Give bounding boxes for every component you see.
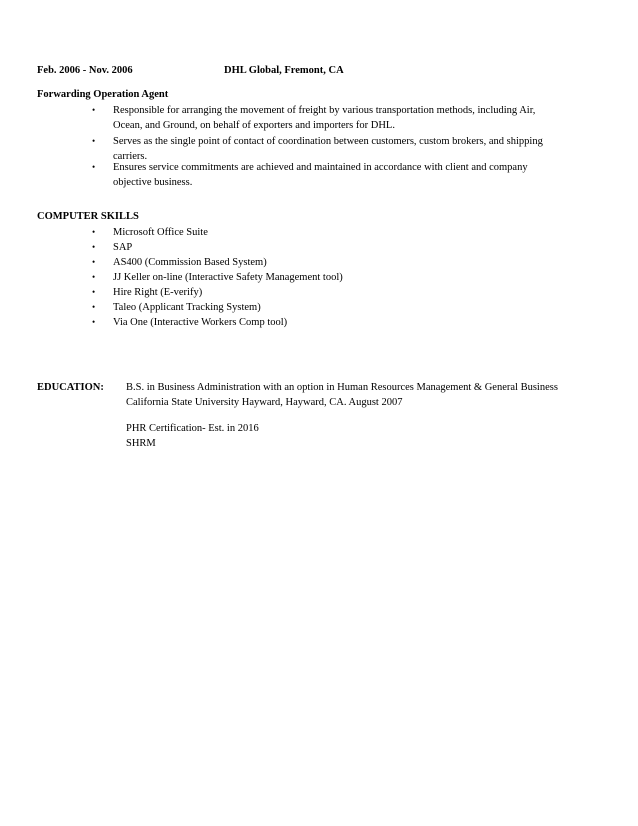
education-membership: SHRM [126,438,156,449]
job-employer: DHL Global, Fremont, CA [224,65,344,76]
skill-item: JJ Keller on-line (Interactive Safety Management tool) [113,272,343,283]
skill-item: AS400 (Commission Based System) [113,257,267,268]
skill-item: Hire Right (E-verify) [113,287,203,298]
education-heading: EDUCATION: [37,382,104,393]
skill-item: Via One (Interactive Workers Comp tool) [113,317,288,328]
skills-heading: COMPUTER SKILLS [37,211,139,222]
skill-item: SAP [113,242,133,253]
duty-3-line-1: Ensures service commitments are achieved and maintained in accordance with client and company [113,162,528,173]
bullet-icon: • [92,257,96,267]
job-dates: Feb. 2006 - Nov. 2006 [37,65,133,76]
bullet-icon: • [92,272,96,282]
bullet-icon: • [92,136,96,146]
bullet-icon: • [92,242,96,252]
bullet-icon: • [92,287,96,297]
bullet-icon: • [92,162,96,172]
job-title: Forwarding Operation Agent [37,89,169,100]
duty-3-line-2: objective business. [113,177,193,188]
duty-2-line-1: Serves as the single point of contact of coordination between customers, custom brokers, and shipping [113,136,543,147]
bullet-icon: • [92,317,96,327]
skill-item: Microsoft Office Suite [113,227,208,238]
education-degree: B.S. in Business Administration with an option in Human Resources Management & General Business [126,382,558,393]
skill-item: Taleo (Applicant Tracking System) [113,302,261,313]
bullet-icon: • [92,227,96,237]
education-certification: PHR Certification- Est. in 2016 [126,423,259,434]
duty-2-line-2: carriers. [113,151,148,162]
bullet-icon: • [92,105,96,115]
duty-1-line-1: Responsible for arranging the movement of freight by various transportation methods, including Air, [113,105,536,116]
education-school: California State University Hayward, Hayward, CA. August 2007 [126,397,403,408]
duty-1-line-2: Ocean, and Ground, on behalf of exporters and importers for DHL. [113,120,395,131]
bullet-icon: • [92,302,96,312]
